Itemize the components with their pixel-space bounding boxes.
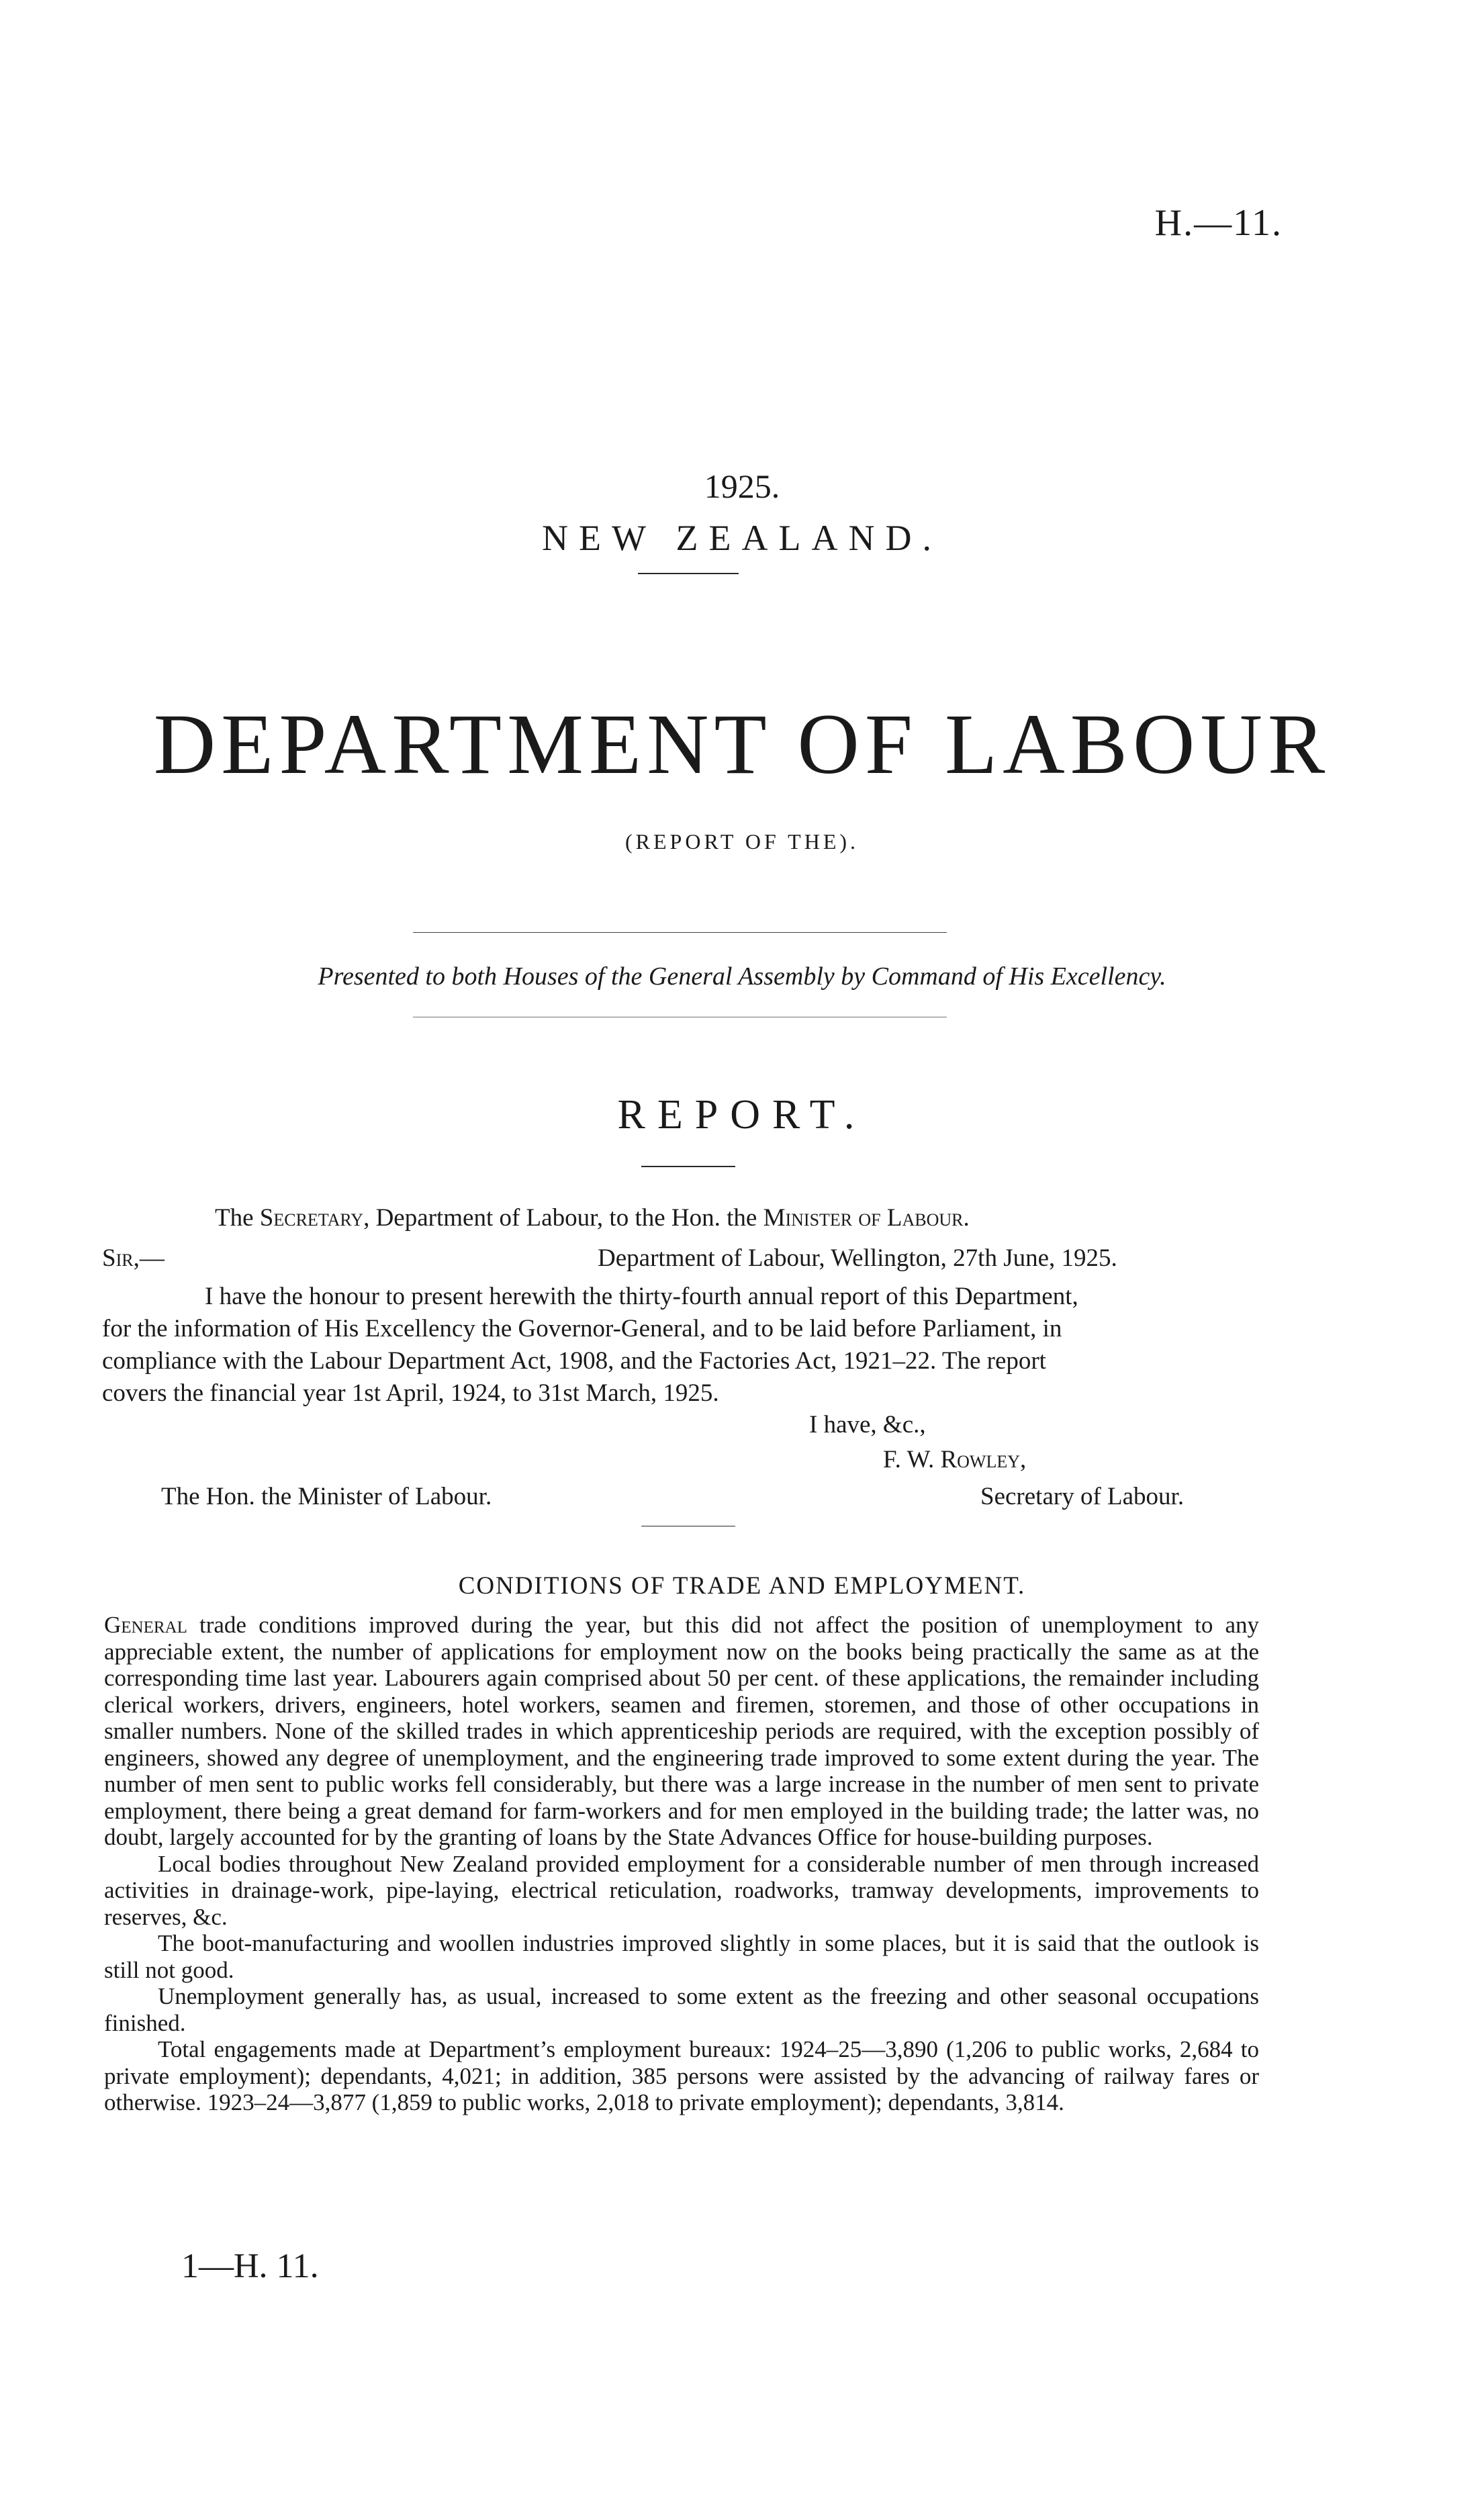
section-body: [104, 1612, 1259, 2116]
letter-body-line: I have the honour to present herewith the thirty-fourth annual report of this Department,: [205, 1283, 1078, 1310]
letter-closing: I have, &c.,: [809, 1411, 926, 1438]
minister-title: Minister of Labour: [763, 1204, 964, 1232]
country-name: NEW ZEALAND.: [542, 518, 942, 558]
printer-signature: 1—H. 11.: [181, 2247, 319, 2285]
signature-title: Secretary of Labour.: [980, 1483, 1185, 1510]
letter-body-line: compliance with the Labour Department Act, 1908, and the Factories Act, 1921–22. The report: [102, 1347, 1046, 1375]
presented-top-rule: [413, 932, 947, 933]
document-title: DEPARTMENT OF LABOUR: [153, 696, 1331, 792]
letter-body-line: covers the financial year 1st April, 1924, to 31st March, 1925.: [102, 1379, 719, 1407]
paragraph: Local bodies throughout New Zealand provided employment for a considerable number of men through increased activities in drainage-work, pipe-laying, electrical reticulation, roadworks, tramway developments, improvements to reserves, &c.: [104, 1850, 1259, 1930]
document-subtitle: (REPORT OF THE).: [624, 829, 860, 854]
addressee: The Hon. the Minister of Labour.: [161, 1483, 492, 1510]
secretary-title: Secretary: [259, 1204, 364, 1232]
salutation: Sir,—: [102, 1244, 165, 1272]
paragraph: Total engagements made at Department’s employment bureaux: 1924–25—3,890 (1,206 to public works, 2,684 to private employment); dependants, 4,021; in addition, 385 persons were assisted by the advancing of railway fares or otherwise. 1923–24—3,877 (1,859 to public works, 2,018 to private employment); dependants, 3,814.: [104, 2036, 1259, 2115]
letter-from-line: The Secretary, Department of Labour, to the Hon. the Minister of Labour.: [215, 1204, 970, 1232]
letter-location-date: Department of Labour, Wellington, 27th June, 1925.: [598, 1244, 1117, 1272]
paragraph: The boot-manufacturing and woollen industries improved slightly in some places, but it is said that the outlook is still not good.: [104, 1930, 1259, 1983]
report-heading: REPORT.: [617, 1092, 867, 1138]
report-divider: [641, 1166, 735, 1167]
presented-line: Presented to both Houses of the General Assembly by Command of His Excellency.: [318, 962, 1166, 991]
letter-body-line: for the information of His Excellency the Governor-General, and to be laid before Parliament, in: [102, 1315, 1062, 1342]
paragraph: Unemployment generally has, as usual, increased to some extent as the freezing and other seasonal occupations finished.: [104, 1983, 1259, 2036]
page-reference: H.—11.: [1154, 202, 1283, 244]
lead-word: General: [104, 1612, 187, 1638]
paragraph: General trade conditions improved during the year, but this did not affect the position of unemployment to any appreciable extent, the number of applications for employment now on the books being practically the same as at the corresponding time last year. Labourers again comprised about 50 per cent. of these applications, the remainder including clerical workers, drivers, engineers, hotel workers, seamen and firemen, storemen, and those of other occupations in smaller numbers. None of the skilled trades in which apprenticeship periods are required, with the exception possibly of engineers, showed any degree of unemployment, and the engineering trade improved to some extent during the year. The number of men sent to public works fell considerably, but there was a large increase in the number of men sent to private employment, there being a great demand for farm-workers and for men employed in the building trade; the latter was, no doubt, largely accounted for by the granting of loans by the State Advances Office for house-building purposes.: [104, 1612, 1259, 1850]
report-year: 1925.: [704, 467, 780, 505]
country-divider: [638, 573, 739, 574]
signature-name: F. W. Rowley,: [883, 1446, 1027, 1473]
section-heading: CONDITIONS OF TRADE AND EMPLOYMENT.: [458, 1572, 1026, 1600]
